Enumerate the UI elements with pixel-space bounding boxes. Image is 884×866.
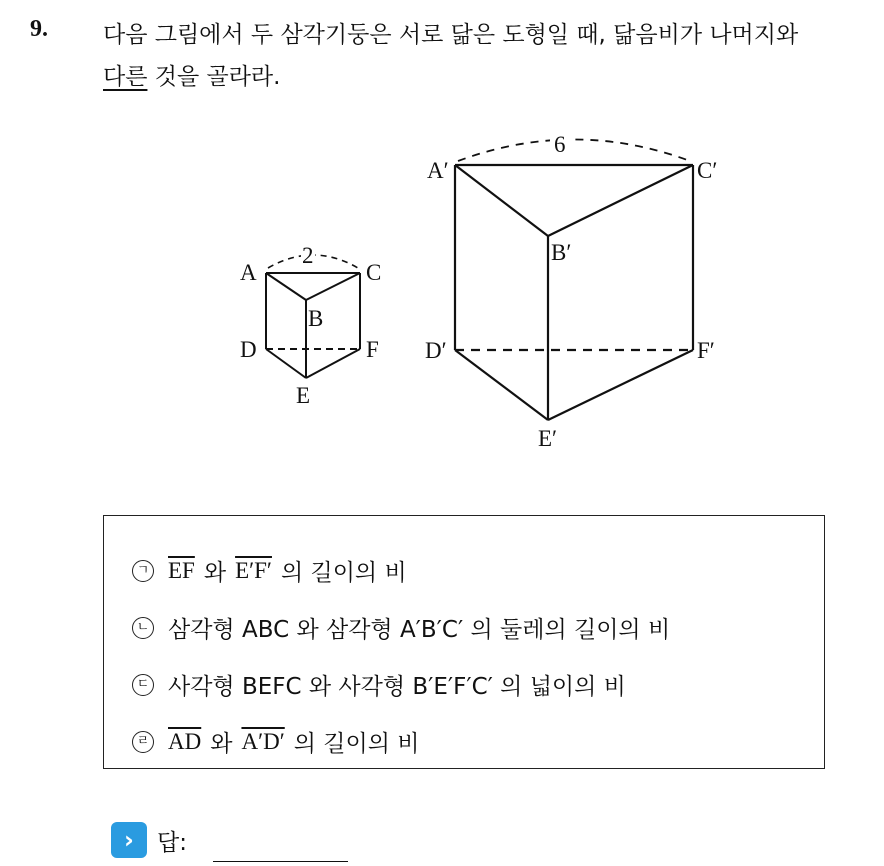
option-3-mark: ㄷ [132, 674, 154, 696]
option-4-segment-1: $\overline{AD}$ [168, 728, 202, 754]
question-line-1: 다음 그림에서 두 삼각기둥은 서로 닮은 도형일 때, 닮음비가 나머지와 [103, 22, 799, 48]
large-labels [425, 129, 717, 451]
answer-blank[interactable] [213, 861, 348, 862]
options-box [103, 515, 825, 769]
large-label-c: C′ [697, 158, 718, 183]
large-edge-de [455, 350, 548, 420]
option-2 [132, 611, 670, 644]
option-4 [132, 725, 419, 758]
option-1-rest: 의 길이의 비 [280, 560, 407, 586]
option-4-mark: ㄹ [132, 731, 154, 753]
small-edge-ab [266, 273, 306, 300]
small-label-b: B [308, 306, 324, 331]
question-number: 9. [30, 16, 48, 42]
large-label-f: F′ [697, 338, 715, 363]
option-1 [132, 554, 407, 587]
small-edge-de [266, 349, 306, 378]
large-label-b: B′ [551, 240, 572, 265]
option-1-segment-1: $\overline{EF}$ [168, 557, 195, 583]
chevron-right-icon: › [111, 822, 147, 858]
large-edge-ef [548, 350, 693, 420]
answer-area [111, 822, 187, 858]
large-label-e: E′ [538, 426, 558, 451]
option-1-segment-2: E′F′ [235, 557, 272, 583]
underlined-word: 다른 [103, 64, 148, 90]
small-edge-cb [306, 273, 360, 300]
large-edge-ab [455, 165, 548, 236]
option-4-segment-2: A′D′ [241, 728, 285, 754]
large-label-d: D′ [425, 338, 447, 363]
large-label-a: A′ [427, 158, 449, 183]
small-label-a: A [240, 260, 257, 285]
answer-label: 답: [157, 829, 187, 856]
small-label-d: D [240, 337, 257, 362]
option-1-mark: ㄱ [132, 560, 154, 582]
large-dimension-arc [458, 140, 690, 162]
option-2-mark: ㄴ [132, 617, 154, 639]
option-4-rest: 의 길이의 비 [293, 731, 420, 757]
large-dimension-label: 6 [554, 132, 566, 157]
option-1-connector: 와 [203, 560, 227, 586]
large-prism [455, 140, 693, 421]
small-edge-ef [306, 349, 360, 378]
small-dimension-label: 2 [302, 243, 314, 268]
option-3-text: 사각형 BEFC 와 사각형 B′E′F′C′ 의 넓이의 비 [168, 674, 626, 700]
question-line-2-rest: 것을 골라라. [147, 64, 281, 90]
option-3 [132, 668, 626, 701]
option-4-connector: 와 [210, 731, 233, 757]
small-label-f: F [366, 337, 379, 362]
small-label-e: E [296, 383, 311, 408]
large-edge-cb [548, 165, 693, 236]
option-2-text: 삼각형 ABC 와 삼각형 A′B′C′ 의 둘레의 길이의 비 [168, 617, 671, 643]
small-label-c: C [366, 260, 382, 285]
